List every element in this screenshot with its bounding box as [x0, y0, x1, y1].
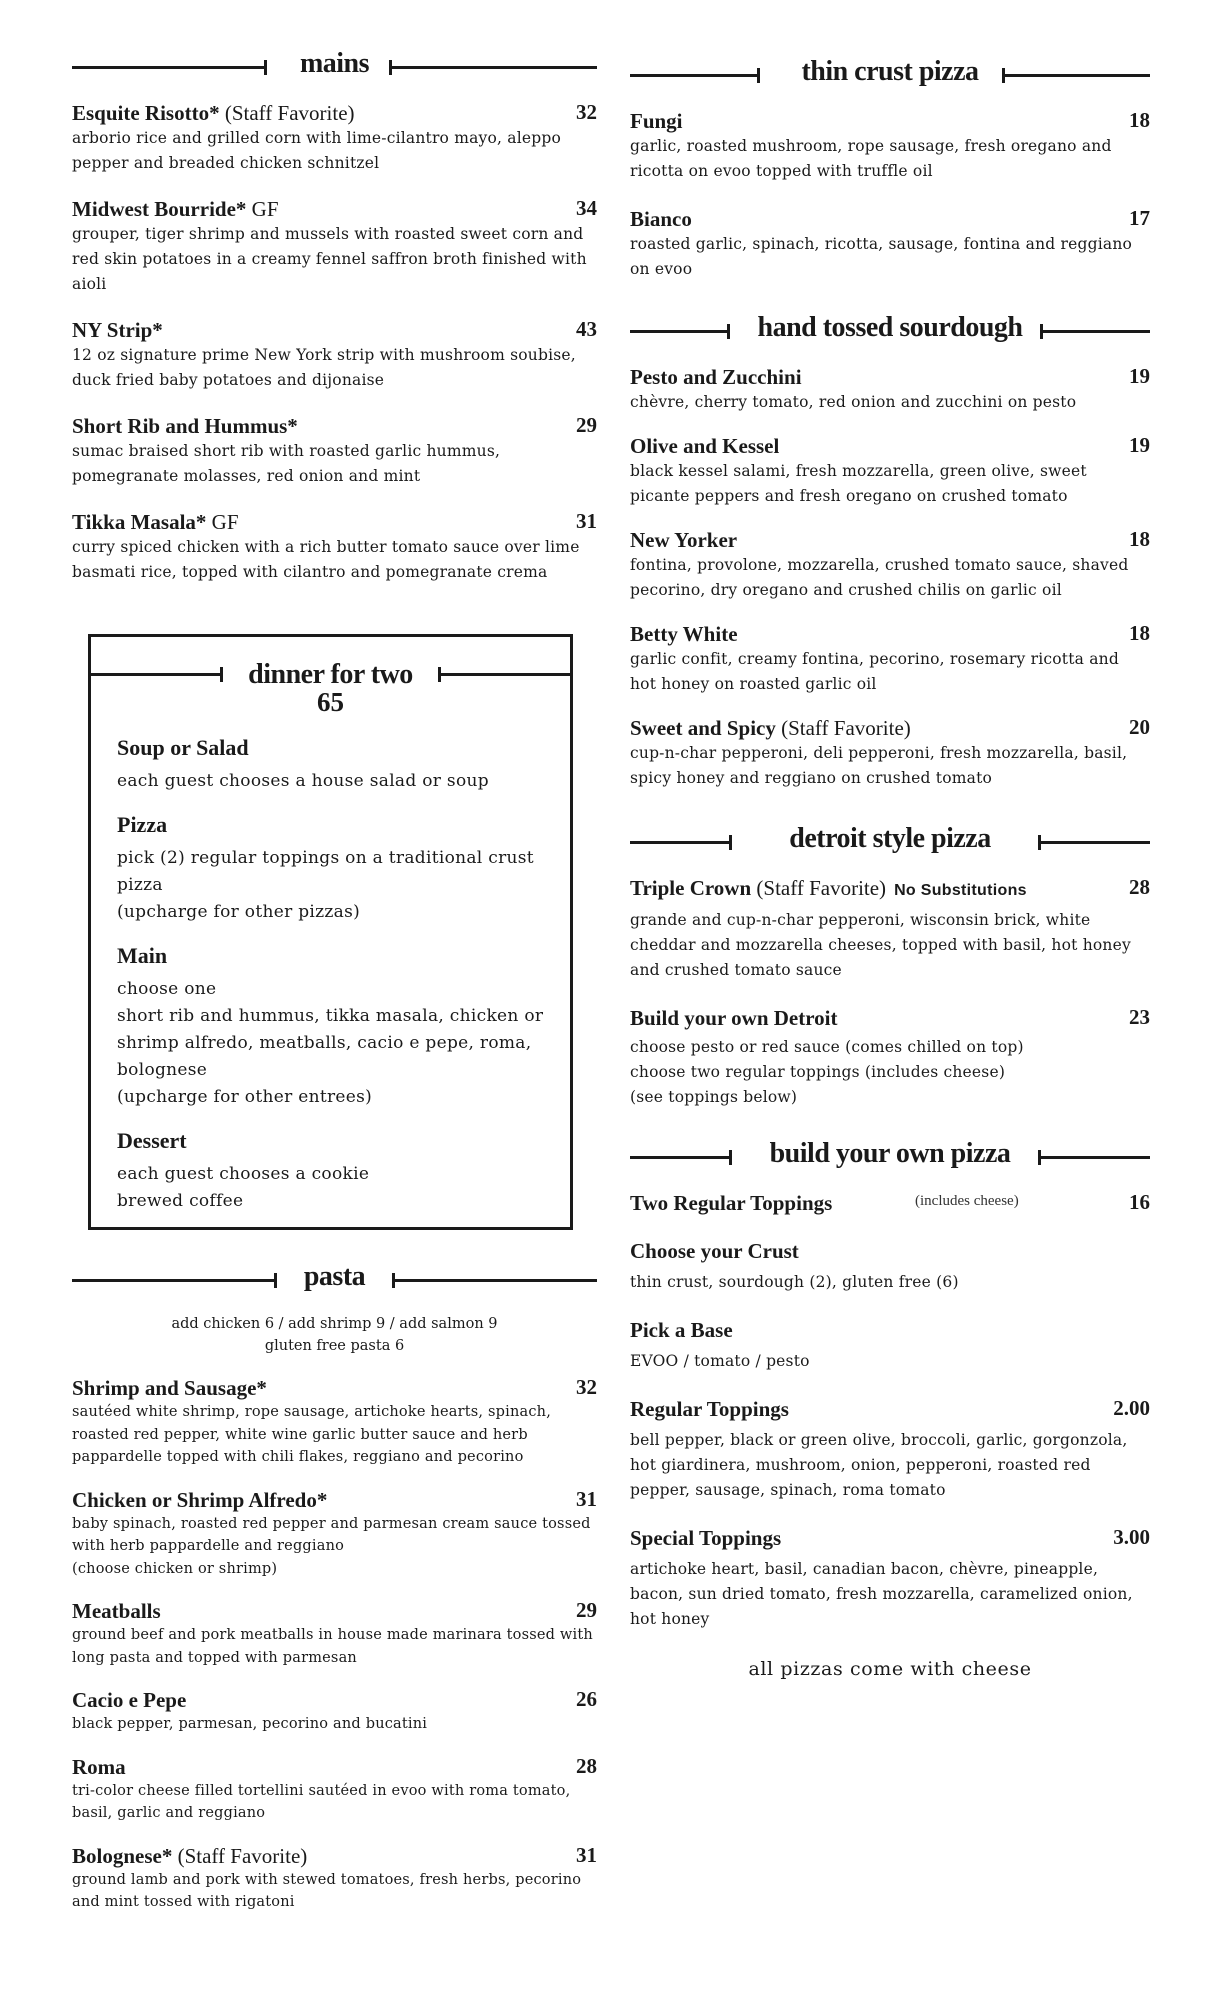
dinner-for-two-box [88, 634, 573, 1230]
item-name [72, 317, 597, 343]
item-title: Shrimp and Sausage* [72, 1376, 267, 1400]
menu-item [630, 1238, 1150, 1295]
item-title: Regular Toppings [630, 1397, 789, 1421]
item-name [72, 1375, 597, 1401]
item-title: Roma [72, 1754, 126, 1779]
item-price: 28 [1129, 875, 1150, 899]
menu-item [72, 196, 597, 297]
sourdough-header [630, 306, 1150, 352]
pasta-addons [72, 1313, 597, 1357]
header-rule-right [1038, 1156, 1150, 1159]
dinner-section [91, 734, 570, 795]
item-title: Short Rib and Hummus* [72, 414, 298, 438]
dinner-section-line: pick (2) regular toppings on a traditional crust pizza [117, 848, 534, 895]
dinner-price: 65 [317, 687, 344, 717]
item-description: EVOO / tomato / pesto [630, 1352, 810, 1370]
item-price: 34 [576, 196, 597, 220]
item-title: Cacio e Pepe [72, 1688, 187, 1712]
detroit-list [630, 875, 1150, 1110]
item-name [72, 1754, 597, 1780]
item-price: 18 [1129, 621, 1150, 645]
item-description: thin crust, sourdough (2), gluten free (6) [630, 1273, 959, 1291]
sourdough-title: hand tossed sourdough [757, 312, 1023, 343]
menu-item [630, 433, 1150, 509]
item-price: 19 [1129, 433, 1150, 457]
thin-list [630, 108, 1150, 282]
item-note: GF [206, 510, 239, 534]
menu-item [72, 317, 597, 393]
menu-item [630, 364, 1150, 415]
item-title: NY Strip* [72, 318, 163, 342]
item-price: 17 [1129, 206, 1150, 230]
dinner-section-heading: Pizza [117, 812, 168, 837]
item-title: Midwest Bourride* [72, 197, 247, 221]
item-name [630, 875, 1150, 904]
pasta-header [72, 1255, 597, 1301]
item-description: grouper, tiger shrimp and mussels with roasted sweet corn and red skin potatoes in a creamy fennel saffron broth finished with aioli [72, 225, 587, 293]
dinner-section-line: (upcharge for other entrees) [117, 1087, 373, 1107]
item-price: 31 [576, 509, 597, 533]
item-description: garlic, roasted mushroom, rope sausage, fresh oregano and ricotta on evoo topped with truffle oil [630, 137, 1112, 180]
dinner-section-line: each guest chooses a cookie [117, 1164, 370, 1184]
item-title: Special Toppings [630, 1526, 782, 1550]
item-description: ground beef and pork meatballs in house made marinara tossed with long pasta and topped with parmesan [72, 1627, 593, 1666]
menu-item [630, 621, 1150, 697]
item-price: 31 [576, 1842, 597, 1867]
item-price: 43 [576, 317, 597, 341]
item-name [72, 509, 597, 535]
item-name [630, 1238, 1150, 1264]
dinner-section-heading: Dessert [117, 1128, 187, 1153]
item-title: Esquite Risotto* [72, 101, 220, 125]
item-name [630, 206, 1150, 232]
item-note: (Staff Favorite) [219, 101, 355, 125]
item-description: sautéed white shrimp, rope sausage, artichoke hearts, spinach, roasted red pepper, white wine garlic butter sauce and herb pappardelle topped with chili flakes, reggiano and pecorino [72, 1404, 552, 1465]
item-name [72, 1598, 597, 1624]
item-price: 31 [576, 1486, 597, 1511]
item-price: 2.00 [1113, 1396, 1150, 1420]
item-description: roasted garlic, spinach, ricotta, sausage, fontina and reggiano on evoo [630, 235, 1133, 278]
item-name [72, 1843, 597, 1869]
item-name [72, 100, 597, 126]
item-name [630, 1525, 1150, 1551]
pasta-addon-line: add chicken 6 / add shrimp 9 / add salmon 9 [171, 1316, 498, 1332]
item-title: Triple Crown [630, 876, 752, 900]
dinner-section-heading: Main [117, 943, 168, 968]
item-name [630, 108, 1150, 134]
item-description: choose pesto or red sauce (comes chilled on top) choose two regular toppings (includes cheese) (see toppings below) [630, 1038, 1024, 1106]
menu-item [630, 108, 1150, 184]
dinner-sections [91, 734, 570, 1215]
dinner-section [91, 942, 570, 1111]
item-title: Betty White [630, 622, 738, 646]
right-column [630, 50, 1150, 1680]
item-paren: (includes cheese) [915, 1193, 1019, 1209]
item-name [630, 1396, 1150, 1422]
menu-item [72, 413, 597, 489]
dinner-section [91, 1127, 570, 1215]
item-title: Choose your Crust [630, 1239, 799, 1263]
header-rule-right [389, 66, 597, 69]
header-rule-right [1038, 841, 1150, 844]
item-description: artichoke heart, basil, canadian bacon, chèvre, pineapple, bacon, sun dried tomato, fresh mozzarella, caramelized onion, hot honey [630, 1560, 1133, 1628]
detroit-title: detroit style pizza [789, 823, 991, 854]
item-note: (Staff Favorite) [751, 876, 887, 900]
item-description: fontina, provolone, mozzarella, crushed tomato sauce, shaved pecorino, dry oregano and crushed chilis on garlic oil [630, 556, 1129, 599]
menu-item [72, 509, 597, 585]
item-description: curry spiced chicken with a rich butter tomato sauce over lime basmati rice, topped with cilantro and pomegranate crema [72, 538, 580, 581]
item-name [72, 1487, 597, 1513]
menu-item [630, 875, 1150, 983]
menu-item [630, 1190, 1150, 1216]
item-name [72, 1687, 597, 1713]
item-description: sumac braised short rib with roasted garlic hummus, pomegranate molasses, red onion and mint [72, 442, 501, 485]
header-rule-right [392, 1279, 597, 1282]
mains-list [72, 100, 597, 585]
item-description: garlic confit, creamy fontina, pecorino, rosemary ricotta and hot honey on roasted garlic oil [630, 650, 1119, 693]
thin-header [630, 50, 1150, 96]
pizza-cheese-note: all pizzas come with cheese [748, 1658, 1032, 1680]
menu-item [630, 206, 1150, 282]
item-price: 19 [1129, 364, 1150, 388]
menu-item [72, 1487, 597, 1581]
detroit-header [630, 817, 1150, 863]
item-name [630, 1005, 1150, 1031]
menu-item [72, 1598, 597, 1669]
item-name [72, 413, 597, 439]
item-title: Meatballs [72, 1599, 161, 1623]
item-title: Pesto and Zucchini [630, 365, 802, 389]
menu-item [72, 1687, 597, 1736]
item-price: 28 [576, 1753, 597, 1778]
byo-header [630, 1132, 1150, 1178]
header-rule-right [1002, 74, 1150, 77]
item-description: bell pepper, black or green olive, broccoli, garlic, gorgonzola, hot giardinera, mushroom, onion, pepperoni, roasted red pepper, sausage, spinach, roma tomato [630, 1431, 1128, 1499]
byo-title: build your own pizza [769, 1138, 1011, 1169]
item-name [630, 1190, 1150, 1216]
item-name [630, 527, 1150, 553]
dinner-section [91, 811, 570, 926]
item-price: 32 [576, 100, 597, 124]
item-title: Pick a Base [630, 1318, 733, 1342]
item-price: 16 [1129, 1190, 1150, 1214]
mains-header [72, 42, 597, 88]
dinner-section-line: short rib and hummus, tikka masala, chicken or shrimp alfredo, meatballs, cacio e pepe, roma, bolognese [117, 1006, 544, 1080]
dinner-section-line: each guest chooses a house salad or soup [117, 771, 489, 791]
menu-item [72, 1843, 597, 1914]
item-description: tri-color cheese filled tortellini sautéed in evoo with roma tomato, basil, garlic and reggiano [72, 1782, 571, 1821]
item-tag: No Substitutions [894, 882, 1027, 899]
item-description: black pepper, parmesan, pecorino and bucatini [72, 1716, 428, 1732]
item-description: 12 oz signature prime New York strip with mushroom soubise, duck fried baby potatoes and dijonaise [72, 346, 576, 389]
item-price: 29 [576, 1598, 597, 1622]
item-name [72, 196, 597, 222]
dinner-section-heading: Soup or Salad [117, 735, 249, 760]
item-note: GF [246, 197, 279, 221]
dinner-section-line: brewed coffee [117, 1191, 244, 1211]
mains-title: mains [299, 48, 370, 79]
item-price: 3.00 [1113, 1525, 1150, 1549]
pasta-title: pasta [303, 1261, 366, 1292]
header-rule-right [1040, 330, 1150, 333]
item-price: 20 [1129, 715, 1150, 739]
menu-item [630, 715, 1150, 791]
item-description: cup-n-char pepperoni, deli pepperoni, fresh mozzarella, basil, spicy honey and reggiano on crushed tomato [630, 744, 1128, 787]
dinner-section-line: (upcharge for other pizzas) [117, 902, 361, 922]
item-price: 18 [1129, 108, 1150, 132]
item-name [630, 433, 1150, 459]
dinner-section-line: choose one [117, 979, 217, 999]
item-note: (Staff Favorite) [172, 1843, 308, 1868]
menu-item [630, 1317, 1150, 1374]
item-title: Build your own Detroit [630, 1006, 838, 1030]
menu-item [630, 527, 1150, 603]
byo-list [630, 1190, 1150, 1632]
item-price: 29 [576, 413, 597, 437]
item-price: 26 [576, 1687, 597, 1711]
item-name [630, 715, 1150, 741]
sourdough-list [630, 364, 1150, 791]
item-note: (Staff Favorite) [775, 716, 911, 740]
menu-item [630, 1525, 1150, 1632]
dinner-header [91, 637, 570, 690]
item-title: Tikka Masala* [72, 510, 207, 534]
header-rule-right [438, 673, 570, 676]
thin-title: thin crust pizza [801, 56, 979, 87]
item-name [630, 621, 1150, 647]
dinner-title: dinner for two [248, 659, 413, 690]
menu-item [630, 1396, 1150, 1503]
item-title: Fungi [630, 109, 683, 133]
item-title: New Yorker [630, 528, 738, 552]
item-description: chèvre, cherry tomato, red onion and zucchini on pesto [630, 393, 1077, 411]
pasta-list [72, 1375, 597, 1914]
item-title: Chicken or Shrimp Alfredo* [72, 1487, 328, 1512]
pasta-gf-line: gluten free pasta 6 [264, 1338, 405, 1354]
item-title: Bianco [630, 207, 692, 231]
menu-item [630, 1005, 1150, 1110]
item-description: grande and cup-n-char pepperoni, wisconsin brick, white cheddar and mozzarella cheeses, topped with basil, hot honey and crushed tomato sauce [630, 911, 1131, 979]
menu-item [72, 1754, 597, 1825]
menu-item [72, 100, 597, 176]
item-description: baby spinach, roasted red pepper and parmesan cream sauce tossed with herb pappardelle and reggiano (choose chicken or shrimp) [72, 1515, 591, 1577]
item-description: black kessel salami, fresh mozzarella, green olive, sweet picante peppers and fresh oregano on crushed tomato [630, 462, 1087, 505]
item-price: 23 [1129, 1005, 1150, 1029]
item-price: 32 [576, 1375, 597, 1399]
item-title: Bolognese* [72, 1843, 173, 1868]
item-price: 18 [1129, 527, 1150, 551]
item-description: ground lamb and pork with stewed tomatoes, fresh herbs, pecorino and mint tossed with rigatoni [72, 1871, 582, 1910]
item-description: arborio rice and grilled corn with lime-cilantro mayo, aleppo pepper and breaded chicken schnitzel [72, 129, 562, 172]
item-name [630, 1317, 1150, 1343]
menu-item [72, 1375, 597, 1469]
item-name [630, 364, 1150, 390]
item-title: Olive and Kessel [630, 434, 780, 458]
item-title: Sweet and Spicy [630, 716, 776, 740]
item-title: Two Regular Toppings [630, 1191, 833, 1215]
